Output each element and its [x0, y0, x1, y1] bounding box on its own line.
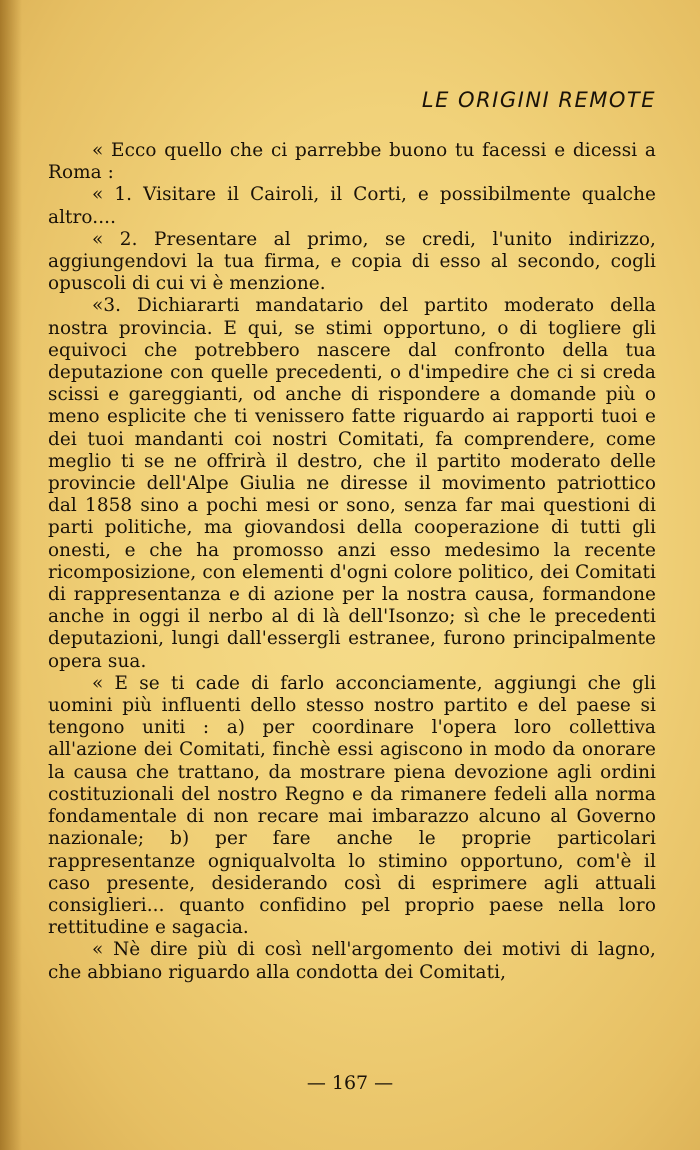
paragraph: « 2. Presentare al primo, se credi, l'unito indirizzo, aggiungendovi la tua firma, e copia di esso al secondo, cogli opuscoli di cui vi è menzione.: [48, 228, 656, 295]
paragraph: « E se ti cade di farlo acconciamente, aggiungi che gli uomini più influenti dello stesso nostro partito e del paese si tengono uniti : a) per coordinare l'opera loro collettiva all'azione dei Comitati, finchè essi agiscono in modo da onorare la causa che trattano, da mostrare piena devozione agli ordini costituzionali del nostro Regno e da rimanere fedeli alla norma fondamentale di non recare mai imbarazzo alcuno al Governo nazionale; b) per fare anche le proprie particolari rappresentanze ogniqualvolta lo stimino opportuno, com'è il caso presente, desiderando così di esprimere agli attuali consiglieri... quanto confidino pel proprio paese nella loro rettitudine e sagacia.: [48, 672, 656, 939]
page-number: — 167 —: [306, 1072, 394, 1094]
page-edge-shadow: [0, 0, 22, 1150]
paragraph: «3. Dichiararti mandatario del partito moderato della nostra provincia. E qui, se stimi opportuno, o di togliere gli equivoci che potrebbero nascere dal confronto della tua deputazione con quelle precedenti, o d'impedire che ci si creda scissi e gareggianti, od anche di rispondere a domande più o meno esplicite che ti venissero fatte riguardo ai rapporti tuoi e dei tuoi mandanti coi nostri Comitati, fa comprendere, come meglio ti se ne offrirà il destro, che il partito moderato delle provincie dell'Alpe Giulia ne diresse il movimento patriottico dal 1858 sino a pochi mesi or sono, senza far mai questioni di parti politiche, ma giovandosi della cooperazione di tutti gli onesti, e che ha promosso anzi esso medesimo la recente ricomposizione, con elementi d'ogni colore politico, dei Comitati di rappresentanza e di azione per la nostra causa, formandone anche in oggi il nerbo al di là dell'Isonzo; sì che le precedenti deputazioni, lungi dall'essergli estranee, furono principalmente opera sua.: [48, 295, 656, 672]
running-head: LE ORIGINI REMOTE: [421, 88, 656, 112]
paragraph: « Nè dire più di così nell'argomento dei motivi di lagno, che abbiano riguardo alla condotta dei Comitati,: [48, 939, 656, 983]
paragraph: « Ecco quello che ci parrebbe buono tu facessi e dicessi a Roma :: [48, 140, 656, 184]
paragraph: « 1. Visitare il Cairoli, il Corti, e possibilmente qualche altro....: [48, 184, 656, 228]
body-text: [48, 140, 656, 984]
